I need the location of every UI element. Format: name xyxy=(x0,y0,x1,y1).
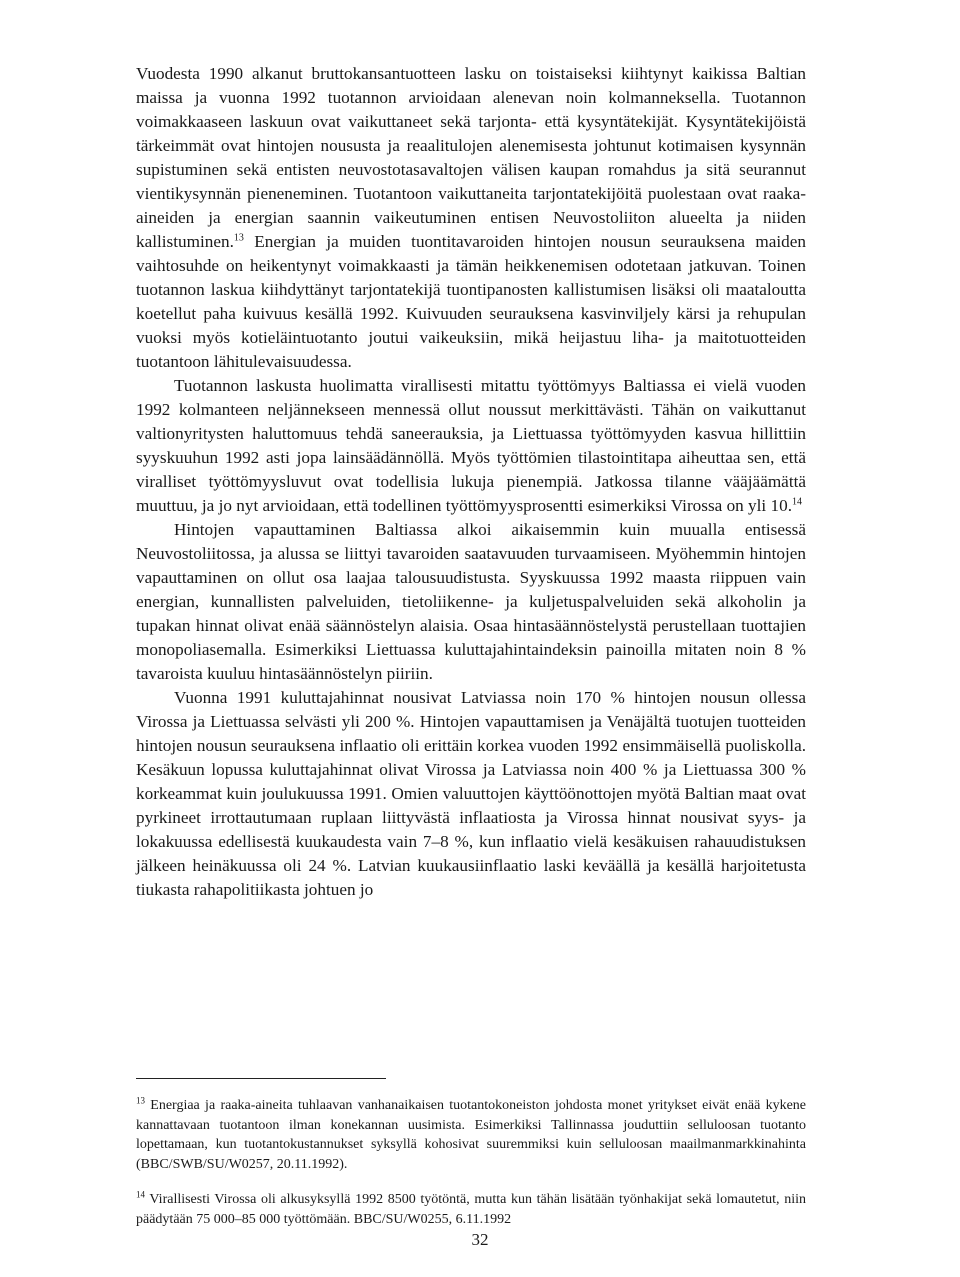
footnote-ref-13[interactable]: 13 xyxy=(233,232,244,244)
paragraph-4: Vuonna 1991 kuluttajahinnat nousivat Latviassa noin 170 % hintojen nousun ollessa Virossa ja Liettuassa selvästi yli 200 %. Hintojen vapauttamisen ja Venäjältä tuotujen tuotteiden hintojen nousun seurauksena inflaatio oli erittäin korkea vuoden 1992 ensimmäisellä puoliskolla. Kesäkuun lopussa kuluttajahinnat olivat Virossa ja Latviassa noin 400 % ja Liettuassa 300 % korkeammat kuin joulukuussa 1991. Omien valuuttojen käyttöönottojen myötä Baltian maat ovat pyrkineet irrottautumaan ruplaan liittyvästä inflaatiosta ja Virossa hinnat nousivat syys- ja lokakuussa edellisestä kuukaudesta vain 7–8 %, kun inflaatio vielä kesäkuisen rahauudistuksen jälkeen heinäkuussa oli 24 %. Latvian kuukausiinflaatio laski keväällä ja kesällä harjoitetusta tiukasta rahapolitiikasta johtuen jo xyxy=(136,688,806,899)
paragraph-3: Hintojen vapauttaminen Baltiassa alkoi aikaisemmin kuin muualla entisessä Neuvostoliitossa, ja alussa se liittyi tavaroiden saatavuuden turvaamiseen. Myöhemmin hintojen vapauttaminen on ollut osa laajaa talousuudistusta. Syyskuussa 1992 maasta riippuen vain energian, kunnallisten palveluiden, tietoliikenne- ja kuljetuspalveluiden sekä alkoholin ja tupakan hinnat olivat enää säännöstelyn alaisia. Osaa hintasäännöstelystä perustellaan tuottajien monopoliasemalla. Esimerkiksi Liettuassa kuluttajahintaindeksin painoilla mitaten noin 8 % tavaroista kuuluu hintasäännöstelyn piiriin. xyxy=(136,520,806,683)
paragraph-1 xyxy=(136,62,806,374)
footnote-13-text: Energiaa ja raaka-aineita tuhlaavan vanhanaikaisen tuotantokoneiston johdosta monet yritykset eivät enää kykene kannattavaan tuotantoon ilman konekannan uusimista. Esimerkiksi Tallinnassa jouduttiin selluloosan tuotanto lopettamaan, kun tuotantokustannukset syksyllä kohosivat suuremmiksi kuin selluloosan maailmanmarkkinahinta (BBC/SWB/SU/W0257, 20.11.1992). xyxy=(136,1098,806,1172)
footnote-divider xyxy=(136,1078,386,1079)
page-number: 32 xyxy=(471,1230,489,1249)
paragraph-2 xyxy=(136,374,806,518)
footnotes xyxy=(136,1096,806,1245)
footnote-ref-14[interactable]: 14 xyxy=(792,496,802,508)
paragraph-2-text: Tuotannon laskusta huolimatta virallisesti mitattu työttömyys Baltiassa ei vielä vuoden 1992 kolmanteen neljännekseen mennessä ollut noussut merkittävästi. Tähän on vaikuttanut valtionyritysten haluttomuus tehdä saneerauksia, ja Liettuassa työttömyyden kasvua hillittiin syyskuuhun 1992 asti jopa lainsäädännöllä. Myös työttömien tilastointitapa aiheuttaa sen, että viralliset työttömyysluvut ovat todellisia lukuja pienempiä. Jatkossa tilanne vääjäämättä muuttuu, ja jo nyt arvioidaan, että todellinen työttömyysprosentti esimerkiksi Virossa on yli 10. xyxy=(136,376,806,515)
footnote-14 xyxy=(136,1190,806,1229)
paragraph-1-text: Vuodesta 1990 alkanut bruttokansantuotteen lasku on toistaiseksi kiihtynyt kaikissa Baltian maissa ja vuonna 1992 tuotannon arvioidaan alenevan noin kolmanneksella. Tuotannon voimakkaaseen laskuun ovat vaikuttaneet sekä tarjonta- että kysyntätekijät. Kysyntätekijöistä tärkeimmät ovat hintojen noususta ja reaalitulojen alenemisesta johtunut kotimaisen kysynnän supistuminen sekä entisten neuvostotasavaltojen välisen kaupan romahdus ja sitä seurannut vientikysynnän pieneneminen. Tuotantoon vaikuttaneita tarjontatekijöitä puolestaan ovat raaka-aineiden ja energian saannin vaikeutuminen entisen Neuvostoliiton alueelta ja niiden kallistuminen. xyxy=(136,64,806,251)
footnote-13-marker: 13 xyxy=(136,1095,145,1106)
footnote-14-text: Virallisesti Virossa oli alkusyksyllä 1992 8500 työtöntä, mutta kun tähän lisätään työnhakijat sekä lomautetut, niin päädytään 75 000–85 000 työttömään. BBC/SU/W0255, 6.11.1992 xyxy=(136,1192,806,1227)
paragraph-1-continued: Energian ja muiden tuontitavaroiden hintojen nousun seurauksena maiden vaihtosuhde on heikentynyt voimakkaasti ja tämän heikkenemisen odotetaan jatkuvan. Toinen tuotannon laskua kiihdyttänyt tarjontatekijä tuontipanosten kallistumisen lisäksi oli maataloutta koetellut paha kuivuus kesällä 1992. Kuivuuden seurauksena kasvinviljely kärsi ja rehupulan vuoksi myös kotieläintuotanto joutui vaikeuksiin, mikä heijastuu liha- ja maitotuotteiden tuotantoon lähitulevaisuudessa. xyxy=(136,232,806,371)
body-text xyxy=(136,62,806,902)
footnote-14-marker: 14 xyxy=(136,1189,145,1200)
footnote-13 xyxy=(136,1096,806,1174)
